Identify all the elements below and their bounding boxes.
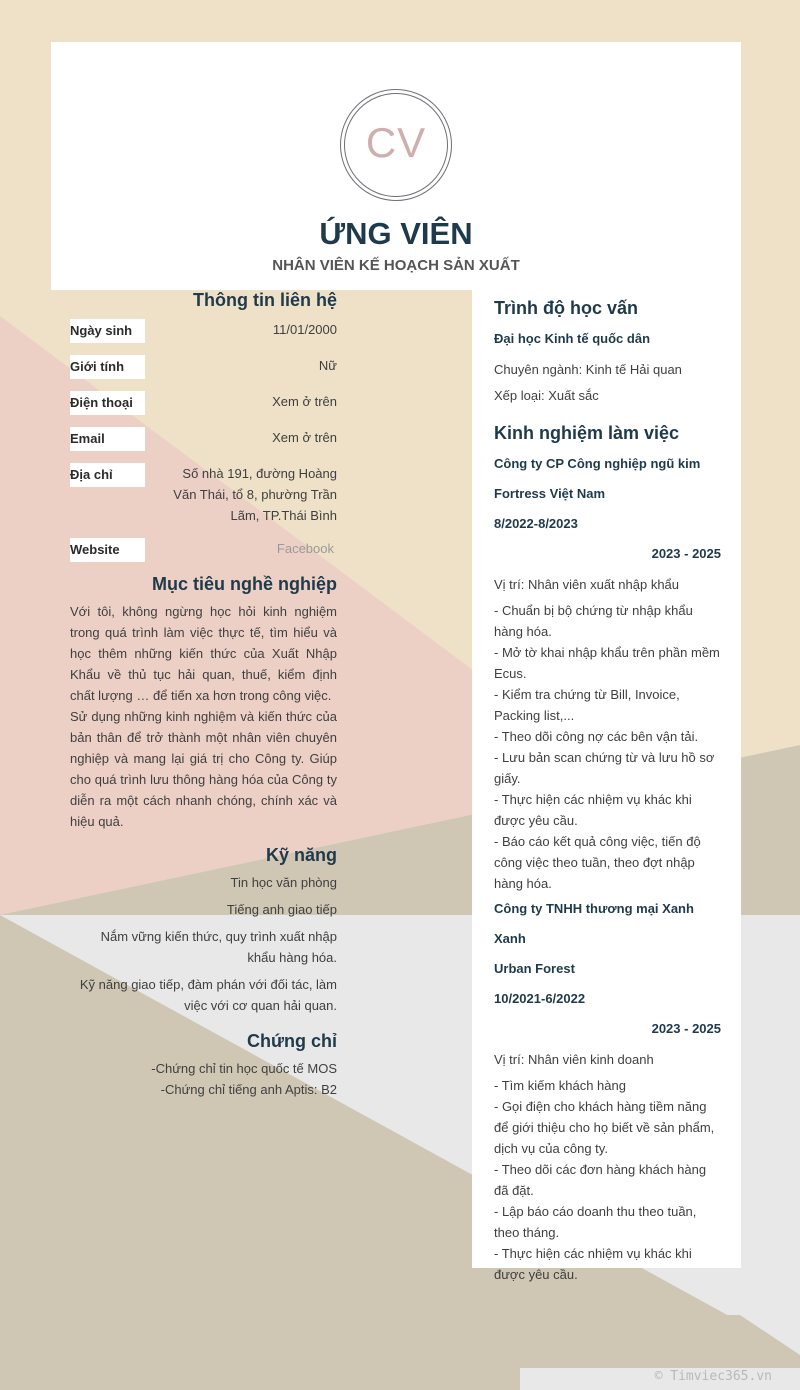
job-entry xyxy=(494,449,721,894)
contact-row-email xyxy=(70,427,337,451)
contact-value: Xem ở trên xyxy=(272,394,337,409)
skill-item: Tiếng anh giao tiếp xyxy=(226,902,337,917)
cv-logo xyxy=(340,89,452,201)
experience-title: Kinh nghiệm làm việc xyxy=(494,423,680,443)
job-task: - Lập báo cáo doanh thu theo tuần, theo tháng. xyxy=(494,1204,697,1240)
job-period: 2023 - 2025 xyxy=(651,546,721,561)
education-title: Trình độ học vấn xyxy=(494,298,639,318)
skill-item: Nắm vững kiến thức, quy trình xuất nhập khẩu hàng hóa. xyxy=(100,929,337,965)
job-task: - Lưu bản scan chứng từ và lưu hồ sơ giấy. xyxy=(494,750,715,786)
job-task: - Kiểm tra chứng từ Bill, Invoice, Packing list,... xyxy=(494,687,680,723)
header-card xyxy=(51,42,741,290)
job-task: - Thực hiện các nhiệm vụ khác khi được yêu cầu. xyxy=(494,1246,692,1282)
objective-paragraph: Sử dụng những kinh nghiệm và kiến thức của bản thân để trở thành một nhân viên chuyên nghiệp và mang lại giá trị cho Công ty. Giúp cho quá trình lưu thông hàng hóa của Công ty diễn ra một cách nhanh chóng, chính xác và hiệu quả. xyxy=(70,709,337,829)
contact-value: Nữ xyxy=(318,358,337,373)
skills-title: Kỹ năng xyxy=(265,845,337,865)
job-company: Công ty TNHH thương mại Xanh Xanh xyxy=(494,901,694,946)
contact-value: 11/01/2000 xyxy=(272,322,337,337)
education-school: Đại học Kinh tế quốc dân xyxy=(494,331,651,346)
contact-row-gender xyxy=(70,355,337,379)
job-task: - Chuẩn bị bộ chứng từ nhập khẩu hàng hóa. xyxy=(494,603,693,639)
skill-item: Kỹ năng giao tiếp, đàm phán với đối tác, làm việc với cơ quan hải quan. xyxy=(79,977,337,1013)
contact-row-address xyxy=(70,463,337,526)
certificate-item: -Chứng chỉ tin học quốc tế MOS xyxy=(151,1061,337,1076)
job-task: - Tìm kiếm khách hàng xyxy=(494,1078,626,1093)
job-task: - Theo dõi các đơn hàng khách hàng đã đặt. xyxy=(494,1162,707,1198)
contact-list xyxy=(70,319,337,562)
job-dates: 10/2021-6/2022 xyxy=(494,991,586,1006)
job-task: - Thực hiện các nhiệm vụ khác khi được yêu cầu. xyxy=(494,792,692,828)
objective-title: Mục tiêu nghề nghiệp xyxy=(152,574,337,594)
cv-logo-text: CV xyxy=(365,119,427,166)
contact-label: Giới tính xyxy=(70,355,145,379)
certificates-section xyxy=(70,1031,337,1100)
job-company: Fortress Việt Nam xyxy=(494,486,606,501)
contact-row-birthdate xyxy=(70,319,337,343)
job-entry xyxy=(494,894,721,1285)
website-link[interactable]: Facebook xyxy=(276,541,334,556)
contact-value: Số nhà 191, đường Hoàng Văn Thái, tổ 8, phường Trần Lãm, TP.Thái Bình xyxy=(173,466,337,523)
job-task: - Gọi điện cho khách hàng tiềm năng để giới thiệu cho họ biết về sản phẩm, dịch vụ của công ty. xyxy=(494,1099,715,1156)
skill-item: Tin học văn phòng xyxy=(230,875,337,890)
education-grade: Xếp loại: Xuất sắc xyxy=(494,388,599,403)
contact-label: Điện thoại xyxy=(70,391,145,415)
certificate-item: -Chứng chỉ tiếng anh Aptis: B2 xyxy=(160,1082,337,1097)
candidate-name: ỨNG VIÊN xyxy=(319,216,473,251)
job-company: Urban Forest xyxy=(494,961,575,976)
job-company: Công ty CP Công nghiệp ngũ kim xyxy=(494,456,701,471)
contact-label: Email xyxy=(70,427,145,451)
contact-label: Địa chỉ xyxy=(70,463,145,487)
contact-row-website xyxy=(70,538,337,562)
contact-title: Thông tin liên hệ xyxy=(193,290,337,310)
education-major: Chuyên ngành: Kinh tế Hải quan xyxy=(494,362,682,377)
objective-paragraph: Với tôi, không ngừng học hỏi kinh nghiệm trong quá trình làm việc thực tế, tìm hiểu và học thêm những kiến thức của Xuất Nhập Khẩu về thủ tục hải quan, thuế, kiểm định chất lượng … để tiến xa hơn trong công việc. xyxy=(70,604,337,703)
job-task: - Theo dõi công nợ các bên vận tải. xyxy=(494,729,699,744)
job-task: - Mở tờ khai nhập khẩu trên phần mềm Ecus. xyxy=(494,645,720,681)
certificates-title: Chứng chỉ xyxy=(246,1031,337,1051)
contact-label: Ngày sinh xyxy=(70,319,145,343)
footer-watermark: © Timviec365.vn xyxy=(654,1369,772,1384)
candidate-title: NHÂN VIÊN KẾ HOẠCH SẢN XUẤT xyxy=(272,257,520,274)
objective-section xyxy=(70,574,337,832)
job-dates: 8/2022-8/2023 xyxy=(494,516,578,531)
right-column xyxy=(472,290,741,1282)
job-task: - Báo cáo kết quả công việc, tiến độ công việc theo tuần, theo đợt nhập hàng hóa. xyxy=(494,834,701,891)
job-period: 2023 - 2025 xyxy=(651,1021,721,1036)
contact-label: Website xyxy=(70,538,145,562)
job-position: Vị trí: Nhân viên xuất nhập khẩu xyxy=(494,577,680,592)
contact-row-phone xyxy=(70,391,337,415)
left-column xyxy=(70,290,337,1100)
contact-value: Xem ở trên xyxy=(272,430,337,445)
skills-section xyxy=(70,845,337,1016)
job-position: Vị trí: Nhân viên kinh doanh xyxy=(494,1052,654,1067)
